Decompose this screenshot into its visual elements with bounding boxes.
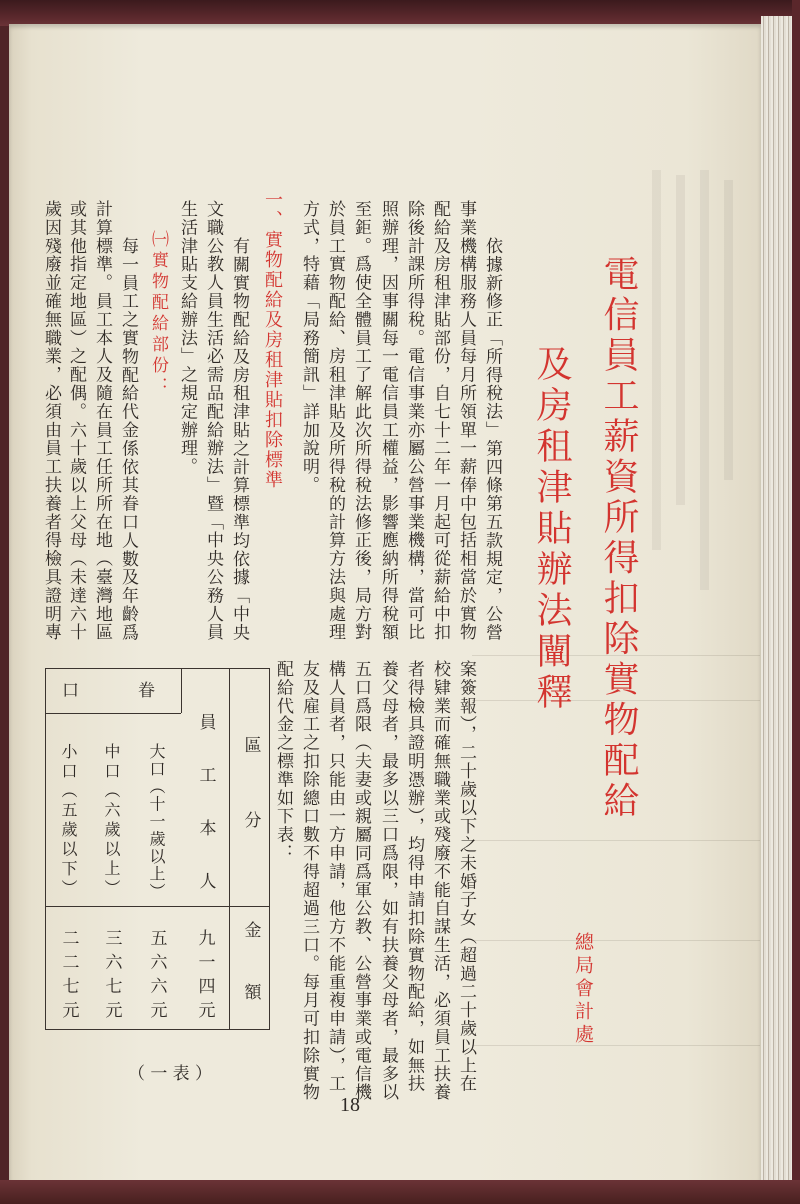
section-column: 生活津貼支給辦法」之規定辦理。 bbox=[177, 200, 197, 476]
subsection-column: 構人員者，只能由一方申請，他方不能重複申請），工 bbox=[325, 660, 345, 1094]
subsection-column: 案簽報），二十歲以下之未婚子女（超過二十歲以上在 bbox=[456, 660, 476, 1094]
subsection-column: 養父母者，最多以三口爲限，如有扶養父母者，最多以 bbox=[378, 660, 398, 1102]
table-rule bbox=[229, 669, 230, 1029]
table-row-amount: 九一四元 bbox=[194, 929, 215, 1025]
intro-column: 照辦理，因事關每一電信員工權益，影響應納所得稅額 bbox=[378, 200, 398, 642]
table-row-amount: 三六七元 bbox=[101, 929, 122, 1025]
table-header-amount: 金額 bbox=[240, 921, 261, 1045]
table-row-label: 小口（五歲以下） bbox=[59, 743, 78, 899]
intro-column: 除後計課所得稅。電信事業亦屬公營事業機構，當可比 bbox=[404, 200, 424, 642]
table-rule bbox=[181, 669, 182, 713]
table-row-amount: 二二七元 bbox=[58, 929, 79, 1025]
intro-column: 方式，特藉「局務簡訊」詳加說明。 bbox=[299, 200, 319, 495]
page-stack-edge bbox=[761, 16, 792, 1188]
subsection-column: 每一員工之實物配給代金係依其眷口人數及年齡爲 bbox=[118, 237, 138, 642]
bleed-through-mark bbox=[652, 170, 661, 550]
page-number: 18 bbox=[340, 1094, 360, 1116]
book-cover-bottom-edge bbox=[0, 1180, 800, 1204]
table-row-label: 大口（十一歲以上） bbox=[147, 743, 166, 901]
book-cover-right-edge bbox=[792, 0, 800, 1204]
subsection-heading: ㈠實物配給部份： bbox=[148, 230, 168, 398]
section-heading: 一、實物配給及房租津貼扣除標準 bbox=[262, 190, 283, 490]
subsection-column: 歲因殘廢並確無職業，必須由員工扶養者得檢具證明專 bbox=[41, 200, 61, 642]
bleed-through-mark bbox=[472, 840, 760, 841]
subsection-column: 計算標準。員工本人及隨在員工任所所在地（臺灣地區 bbox=[92, 200, 112, 642]
allowance-table bbox=[45, 668, 270, 1045]
table-row-label: 員工本人 bbox=[195, 713, 216, 925]
section-column: 文職公教人員生活必需品配給辦法」暨「中央公務人員 bbox=[203, 200, 223, 642]
subsection-column: 者得檢具證明憑辦），均得申請扣除實物配給，如無扶 bbox=[404, 660, 424, 1094]
table-rule bbox=[46, 906, 269, 907]
subsection-column: 校肄業而確無職業或殘廢不能自謀生活，必須員工扶養 bbox=[430, 660, 450, 1102]
bleed-through-mark bbox=[724, 180, 733, 480]
table-row-amount: 五六六元 bbox=[146, 929, 167, 1025]
article-title-line-1: 電信員工薪資所得扣除實物配給 bbox=[598, 255, 639, 822]
article-title-line-2: 及房租津貼辦法闡釋 bbox=[531, 345, 572, 714]
book-cover-top-edge bbox=[0, 0, 800, 26]
bleed-through-mark bbox=[472, 940, 760, 941]
intro-column: 依據新修正「所得稅法」第四條第五款規定，公營 bbox=[482, 237, 502, 642]
bleed-through-mark bbox=[676, 175, 685, 505]
subsection-column: 友及雇工之扣除總口數不得超過三口。每月可扣除實物 bbox=[299, 660, 319, 1102]
bleed-through-mark bbox=[472, 1045, 760, 1046]
subsection-column: 五口爲限（夫妻或親屬同爲軍公教、公營事業或電信機 bbox=[351, 660, 371, 1102]
intro-column: 於員工實物配給、房租津貼及所得稅的計算方法與處理 bbox=[325, 200, 345, 642]
table-header-category: 區分 bbox=[240, 736, 261, 886]
subsection-column: 或其他指定地區）之配偶。六十歲以上父母（未達六十 bbox=[66, 200, 86, 642]
article-author: 總局會計處 bbox=[572, 932, 594, 1047]
table-caption: （表一） bbox=[128, 1064, 212, 1084]
subsection-column: 配給代金之標準如下表： bbox=[273, 660, 293, 863]
intro-column: 配給及房租津貼部份，自七十二年一月起可從薪給中扣 bbox=[430, 200, 450, 642]
section-column: 有關實物配給及房租津貼之計算標準均依據「中央 bbox=[229, 237, 249, 642]
bleed-through-mark bbox=[700, 170, 709, 590]
table-group-label: 眷口 bbox=[62, 681, 155, 701]
table-row-label: 中口（六歲以上） bbox=[102, 743, 121, 899]
intro-column: 至鉅。爲使全體員工了解此次所得稅法修正後，局方對 bbox=[351, 200, 371, 642]
intro-column: 事業機構服務人員每月所領單一薪俸中包括相當於實物 bbox=[456, 200, 476, 642]
table-rule bbox=[46, 713, 181, 714]
